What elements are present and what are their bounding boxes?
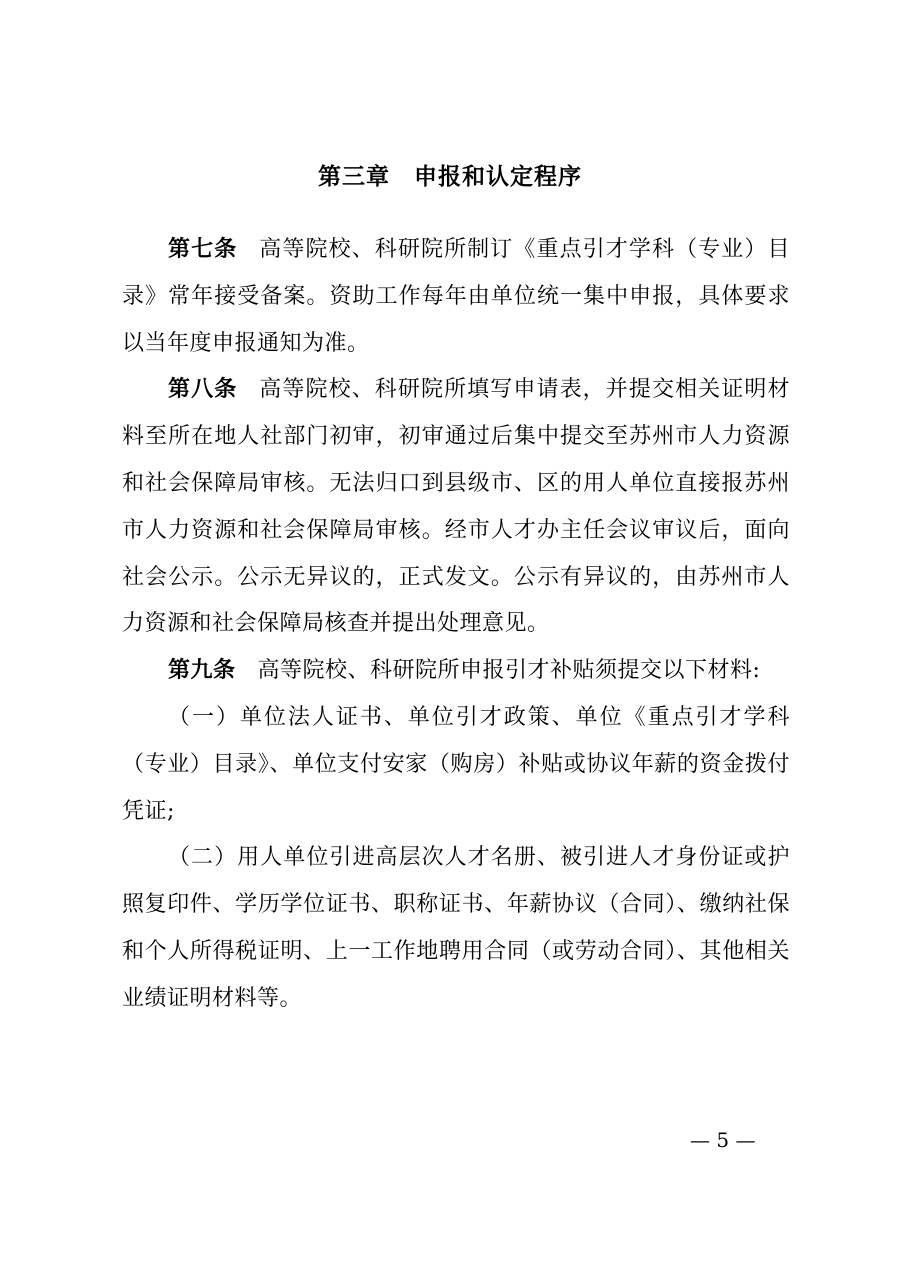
page-number: — 5 — [690,1128,756,1152]
article-text: 高等院校、科研院所申报引才补贴须提交以下材料: [257,658,761,684]
list-item: （一）单位法人证书、单位引才政策、单位《重点引才学科（专业）目录》、单位支付安家（购房）补贴或协议年薪的资金拨付凭证; [122,704,790,824]
document-body [122,227,790,1023]
article-text: 高等院校、科研院所制订《重点引才学科（专业）目录》常年接受备案。资助工作每年由单位统一集中申报，具体要求以当年度申报通知为准。 [122,237,790,356]
list-item: （二）用人单位引进高层次人才名册、被引进人才身份证或护照复印件、学历学位证书、职称证书、年薪协议（合同）、缴纳社保和个人所得税证明、上一工作地聘用合同（或劳动合同）、其他相关业绩证明材料等。 [122,845,790,1011]
article-label: 第九条 [168,658,236,684]
article-label: 第七条 [168,237,238,262]
chapter-title: 第三章 申报和认定程序 [318,164,582,190]
article-paragraph [122,227,790,367]
article-paragraph [122,367,790,648]
article-label: 第八条 [168,377,238,403]
article-text: 高等院校、科研院所填写申请表，并提交相关证明材料至所在地人社部门初审，初审通过后集中提交至苏州市人力资源和社会保障局审核。无法归口到县级市、区的用人单位直接报苏州市人力资源和社会保障局审核。经市人才办主任会议审议后，面向社会公示。公示无异议的，正式发文。公示有异议的，由苏州市人力资源和社会保障局核查并提出处理意见。 [122,377,790,637]
article-paragraph [122,648,790,695]
